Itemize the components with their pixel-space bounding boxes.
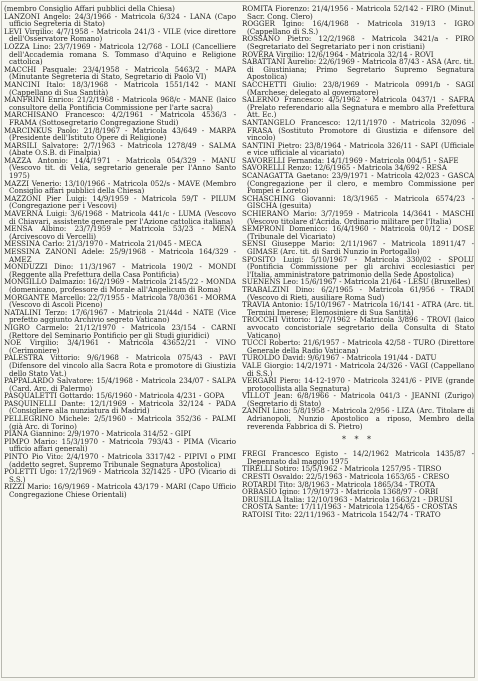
list-entry: FREGI Francesco Egisto - 14/2/1962 Matricola 1435/87 - Depennato dal maggio 1975 — [242, 449, 474, 466]
list-entry: MANCINI Italo: 18/3/1968 - Matricola 1551/142 - MANI (Cappellano di Sua Santità) — [4, 79, 236, 97]
list-entry: SCANAGATTA Gaetano: 23/9/1971 - Matricola 42/023 - GASCA (Congregazione per il clero, e membro Commissione per Pompei e Loreto) — [242, 171, 474, 196]
list-entry: PALESTRA Vittorio: 9/6/1968 - Matricola 075/43 - PAVI (Difensore del vincolo alla Sacra Rota e promotore di Giustizia dello Stato Vat.) — [4, 353, 236, 378]
list-entry: MAZZONI Pier Luigi: 14/9/1959 - Matricola 59/T - PILUM (Congregazione per i Vescovi) — [4, 193, 236, 211]
list-entry: SACCHETTI Giulio: 23/8/1969 - Matricola 0991/b - SAGI (Marchese; delegato al governatore) — [242, 79, 474, 97]
list-entry: PAPPALARDO Salvatore: 15/4/1968 - Matricola 234/07 - SALPA (Card. Arc. di Palermo) — [4, 376, 236, 393]
list-entry: VALE Giorgio: 14/2/1971 - Matricola 24/326 - VAGI (Cappellano di S.S.) — [242, 360, 474, 378]
list-entry: ROVERA Virgilio: 12/6/1964 - Matricola 32/14 - ROVI — [242, 49, 434, 59]
list-entry: ROSSANO Pietro: 12/2/1968 - Matricola 3421/a - PIRO (Segretariato del Segretariato per i non cristiani) — [242, 34, 474, 51]
list-entry: SAVORELLI Fernanda: 14/1/1969 - Matricola 004/51 - SAFE — [242, 155, 459, 165]
list-entry: ROMITA Fiorenzo: 21/4/1956 - Matricola 52/142 - FIRO (Minut. Sacr. Cong. Clero) — [242, 4, 474, 21]
list-entry: RIZZI Mario: 16/9/1969 - Matricola 43/179 - MARI (Capo Ufficio Congregazione Chiese Orientali) — [4, 482, 236, 499]
list-entry: MARSILI Salvatore: 2/7/1963 - Matricola 1278/49 - SALMA (Abate O.S.B. di Finalpia) — [4, 140, 236, 158]
list-entry: NATALINI Terzo: 17/6/1967 - Matricola 21/44d - NATE (Vice prefetto aggiunto Archivio segreto Vaticano) — [4, 307, 236, 325]
right-column — [242, 5, 474, 519]
list-entry: ORBASIO Igino: 17/9/1973 - Matricola 1368/97 - ORBI — [242, 487, 439, 497]
list-entry: TROCCHI Vittorio: 12/7/1962 - Matricola 3/896 - TROVI (laico avvocato concistoriale segretario della Consulta di Stato Vaticano) — [242, 315, 474, 340]
list-entry: PASQUINELLI Dante: 12/1/1969 - Matricola 32/124 - PADA (Consigliere alla nunziatura di Madrid) — [4, 398, 236, 416]
list-entry: MORGANTE Marcello: 22/7/1955 - Matricola 78/0361 - MORMA (Vescovo di Ascoli Piceno) — [4, 292, 236, 310]
list-entry: MARCINKUS Paolo: 21/8/1967 - Matricola 43/649 - MARPA (Presidente dell'Istituto Opere di Religione) — [4, 125, 236, 143]
list-entry: TUCCI Roberto: 21/6/1957 - Matricola 42/58 - TURO (Direttore Generale della Radio Vaticana) — [242, 338, 474, 355]
list-entry: SUENENS Leo: 15/6/1967 - Matricola 21/64 - LESU (Bruxelles) — [242, 277, 471, 287]
list-entry: SAVORELLI Renzo: 12/6/1965 - Matricola 34/692 - RESA — [242, 163, 447, 173]
list-entry: POLETTI Ugo: 17/2/1969 - Matricola 32/1425 - UPO (Vicario di S.S.) — [4, 467, 236, 484]
list-entry: MARCHISANO Francesco: 4/2/1961 - Matricola 4536/3 - FRAMA (Sottosegretario Congregazione Studi) — [4, 110, 236, 127]
list-entry: MONGILLO Dalmazio: 16/2/1969 - Matricola 2145/22 - MONDA (domenicano, professore di Morale all'Angelicum di Roma) — [4, 277, 236, 294]
list-entry: NOE Virgilio: 3/4/1961 - Matricola 43652/21 - VINO (Cerimoniere) — [4, 338, 236, 355]
list-entry: PINTO Pio Vito: 2/4/1970 - Matricola 3317/42 - PIPIVI o PIMI (addetto segret. Supremo Tribunale Segnatura Apostolica) — [4, 452, 236, 469]
list-entry: ZANINI Lino: 5/8/1958 - Matricola 2/956 - LIZA (Arc. Titolare di Adrianopoli, Nunzio Apostolico a riposo, Membro della reverenda Fabbrica di S. Pietro) — [242, 406, 474, 431]
list-entry: MAVERNA Luigi: 3/6/1968 - Matricola 441/c - LUMA (Vescovo di Chiavari, assistente generale per l'Azione cattolica italiana) — [4, 209, 236, 226]
list-entry: PASQUALETTI Gottardo: 15/6/1960 - Matricola 4/231 - GOPA — [4, 391, 225, 401]
list-entry: SPOSITO Luigi: 5/10/1967 - Matricola 330/02 - SPOLU (Pontificia Commissione per gli archivi ecclesiastici per l'Italia, amministratore patrimonio della Sede Apostolica) — [242, 254, 474, 279]
list-entry: PIANA Giannino: 2/9/1970 - Matricola 314/52 - GIPI — [4, 429, 192, 439]
list-entry: MONDUZZI Dino: 11/3/1967 - Matricola 190/2 - MONDI (Reggente alla Prefettura della Casa Pontificia) — [4, 262, 236, 279]
list-entry: MAZZI Venerio: 13/10/1966 - Matricola 052/s - MAVE (Membro Consiglio affari pubblici della Chiesa) — [4, 178, 236, 196]
list-entry: MENSA Albino: 23/7/1959 - Matricola 53/23 - MENA (Arcivescovo di Vercelli) — [4, 224, 236, 241]
right-column-after-entries — [242, 450, 474, 518]
list-entry: ROTARDI Tito: 3/8/1963 - Matricola 1865/34 - TROTA — [242, 479, 435, 489]
list-entry: TRAVIA Antonio: 15/10/1967 - Matricola 16/141 - ATRA (Arc. tit. Termini Imerese; Elemosiniere di Sua Santità) — [242, 300, 474, 317]
list-entry: LOZZA Lino: 23/7/1969 - Matricola 12/768 - LOLI (Cancelliere dell'Accademia romana S. Tommaso d'Aquino e Religione cattolica) — [4, 41, 236, 67]
list-entry: DRUSILLA Italia: 12/10/1963 - Matricola 1663/21 - DRUSI — [242, 494, 453, 504]
list-entry: CRESTI Osvaldo: 22/5/1963 - Matricola 1653/65 - CRESO — [242, 472, 450, 482]
list-entry: RATOISI Tito: 22/11/1963 - Matricola 1542/74 - TRATO — [242, 510, 441, 519]
list-entry: SALERNO Francesco: 4/5/1962 - Matricola 0437/1 - SAFRA (Prelato referendario alla Segnatura e membro alla Prefettura Att. Ec.) — [242, 95, 474, 120]
two-column-list — [4, 5, 474, 519]
list-entry: TIRELLI Sotiro: 15/5/1962 - Matricola 1257/95 - TIRSO — [242, 464, 442, 474]
list-entry: TUROLDO David: 9/6/1967 - Matricola 191/44 - DATU — [242, 353, 437, 363]
list-entry: PIMPO Mario: 15/3/1970 - Matricola 793/43 - PIMA (Vicario ufficio affari generali) — [4, 436, 236, 454]
section-separator: * * * — [341, 435, 375, 445]
list-entry: SENSI Giuseppe Mario: 2/11/1967 - Matricola 18911/47 - GIMASE (Arc. tit. di Sardi Nunzio in Portogallo) — [242, 239, 474, 256]
list-entry: CROSTA Sante: 17/11/1963 - Matricola 1254/65 - CROSTAS — [242, 502, 458, 512]
list-entry: MAZZA Antonio: 14/4/1971 - Matricola 054/329 - MANU (Vescovo tit. di Velia, segretario generale per l'Anno Santo 1975) — [4, 155, 236, 181]
list-entry: SCHASCHING Giovanni: 18/3/1965 - Matricola 6574/23 - GISCHA (gesuita) — [242, 193, 474, 211]
list-entry: MESSINA Carlo: 21/3/1970 - Matricola 21/045 - MECA — [4, 239, 202, 249]
left-column — [4, 5, 236, 519]
list-entry: (membro Consiglio Affari pubblici della Chiesa) — [4, 4, 175, 13]
list-entry: NIGRO Carmelo: 21/12/1970 - Matricola 23/154 - CARNI (Rettore del Seminario Pontificio per gli Studi giuridici) — [4, 322, 236, 340]
list-entry: SANTINI Pietro: 23/8/1964 - Matricola 326/11 - SAPI (Ufficiale e vice ufficiale al vicariato) — [242, 140, 474, 158]
list-entry: MACCHI Pasquale: 23/4/1958 - Matricola 5463/2 - MAPA (Minutante Segreteria di Stato, Segretario di Paolo VI) — [4, 64, 236, 82]
right-column-main-entries — [242, 5, 474, 430]
list-entry: VILLOT Jean: 6/8/1966 - Matricola 041/3 - JEANNI (Zurigo) (Segretario di Stato) — [242, 391, 474, 408]
list-entry: SCHIERANO Mario: 3/7/1959 - Matricola 14/3641 - MASCHI (Vescovo titolare d'Acrida. Ordinario militare per l'Italia) — [242, 209, 474, 226]
list-entry: TRABALZINI Dino: 6/2/1965 - Matricola 61/956 - TRADI (Vescovo di Rieti, ausiliare Roma Sud) — [242, 284, 474, 302]
list-entry: LEVI Virgilio: 4/7/1958 - Matricola 241/3 - VILE (vice direttore dell'Osservatore Romano) — [4, 26, 236, 44]
list-entry: LANZONI Angelo: 24/3/1966 - Matricola 6/324 - LANA (Capo ufficio Segreteria di Stato) — [4, 11, 236, 29]
list-entry: SEMPRONI Domenico: 16/4/1960 - Matricola 00/12 - DOSE (Tribunale del Vicariato) — [242, 224, 474, 241]
list-entry: SABATTANI Aurelio: 22/6/1969 - Matricola 87/43 - ASA (Arc. tit. di Giustiniana; Primo Segretario Supremo Segnatura Apostolica) — [242, 57, 474, 82]
list-entry: SANTANGELO Francesco: 12/11/1970 - Matricola 32/096 - FRASA (Sostituto Promotore di Giustizia e difensore del vincolo) — [242, 117, 474, 143]
list-entry: ROGGER Igino: 16/4/1968 - Matricola 319/13 - IGRO (Cappellano di S.S.) — [242, 19, 474, 36]
list-entry: MESSINA ZANONI Adele: 25/9/1968 - Matricola 164/329 - AMEZ — [4, 247, 236, 264]
list-entry: PELLEGRINO Michele: 2/5/1960 - Matricola 352/36 - PALMI (già Arc. di Torino) — [4, 414, 236, 431]
list-entry: VERGARI Piero: 14-12-1970 - Matricola 3241/6 - PIVE (grande protocollista alla Segnatura) — [242, 376, 474, 393]
list-entry: MANFRINI Enrico: 21/2/1968 - Matricola 968/c - MANE (laico consultore della Pontificia Commissione per l'arte sacra) — [4, 95, 236, 112]
